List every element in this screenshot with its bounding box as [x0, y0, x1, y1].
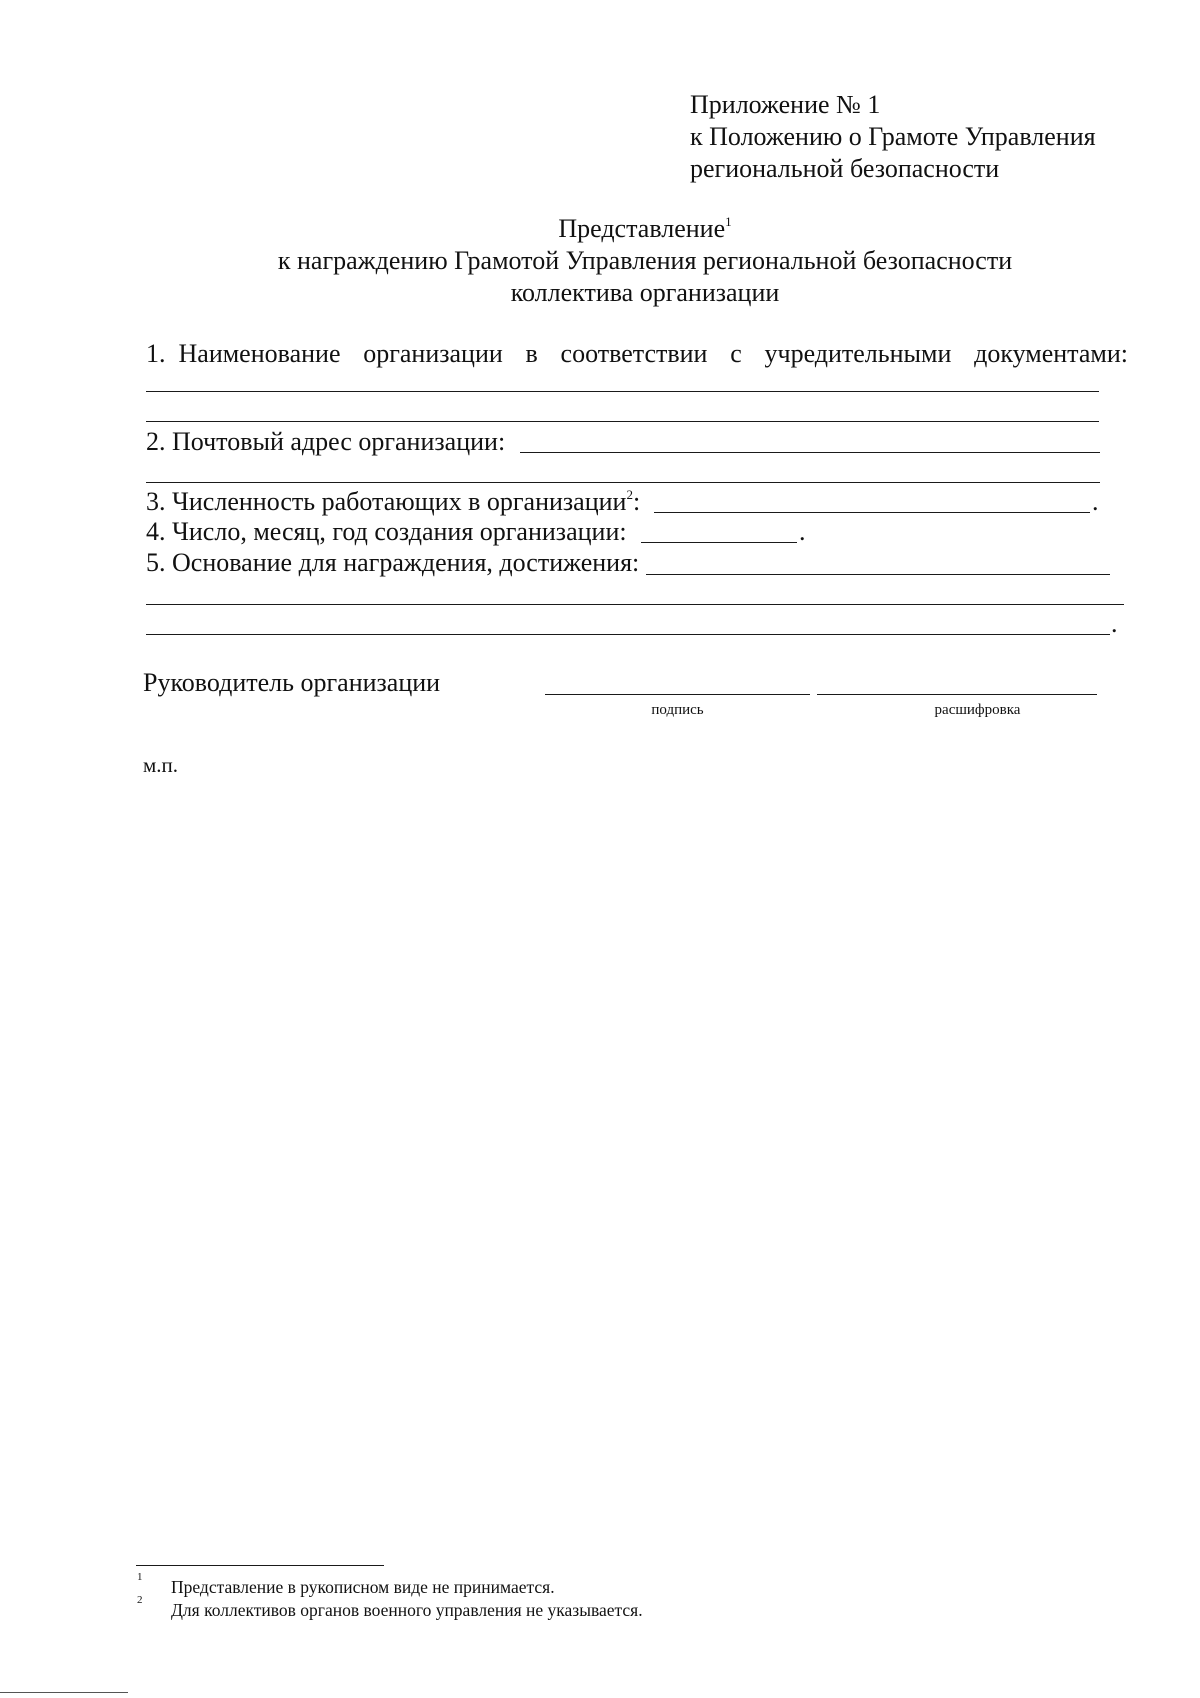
appendix-line-2: к Положению о Грамоте Управления: [690, 122, 1096, 151]
footnote-2-text: Для коллективов органов военного управления не указывается.: [171, 1600, 643, 1620]
footnote-ref-1: 1: [725, 214, 732, 229]
item-1-blank-line-2[interactable]: [146, 421, 1099, 422]
item-3-label-text: 3. Численность работающих в организации: [146, 487, 627, 516]
item-1-number: 1.: [146, 339, 166, 368]
footnote-2-mark: 2: [137, 1594, 143, 1606]
item-1-label: Наименование организации в соответствии с учредительными документами:: [178, 339, 1128, 368]
document-subtitle-2: коллектива организации: [510, 278, 780, 307]
item-5-blank-line-3[interactable]: [146, 634, 1110, 635]
item-2-label: 2. Почтовый адрес организации:: [146, 427, 506, 456]
document-title: [0, 214, 1200, 244]
item-4-blank-line[interactable]: [641, 542, 797, 543]
name-decoding-caption: расшифровка: [934, 702, 1021, 718]
item-2-blank-line-1[interactable]: [520, 452, 1100, 453]
name-decoding-line[interactable]: [817, 694, 1097, 695]
item-1-blank-line-1[interactable]: [146, 391, 1099, 392]
item-3-period: .: [1092, 487, 1099, 516]
item-1-row: [146, 339, 1128, 369]
item-5-blank-line-2[interactable]: [146, 604, 1124, 605]
document-title-text: Представление: [558, 214, 726, 243]
footnote-1-mark: 1: [137, 1571, 143, 1583]
footnote-separator: [136, 1565, 384, 1566]
item-2-blank-line-2[interactable]: [146, 482, 1100, 483]
signature-line[interactable]: [545, 694, 810, 695]
item-3-blank-line[interactable]: [654, 512, 1090, 513]
footnote-ref-2: 2: [626, 487, 633, 502]
document-subtitle: к награждению Грамотой Управления региональной безопасности: [277, 246, 1013, 275]
appendix-line-1: Приложение № 1: [690, 90, 881, 119]
scan-edge-line: [0, 1692, 128, 1693]
item-5-label: 5. Основание для награждения, достижения:: [146, 548, 640, 577]
item-5-blank-line-1[interactable]: [646, 574, 1110, 575]
item-3-label: [146, 487, 640, 517]
item-4-period: .: [799, 517, 806, 546]
appendix-line-3: региональной безопасности: [690, 154, 1000, 183]
footnote-1-text: Представление в рукописном виде не принимается.: [171, 1577, 555, 1597]
item-5-period: .: [1111, 609, 1118, 638]
item-4-label: 4. Число, месяц, год создания организации:: [146, 517, 627, 546]
stamp-place-label: м.п.: [143, 753, 179, 777]
item-3-colon: :: [632, 487, 641, 516]
signature-caption: подпись: [651, 702, 704, 718]
signature-label: Руководитель организации: [143, 668, 441, 697]
